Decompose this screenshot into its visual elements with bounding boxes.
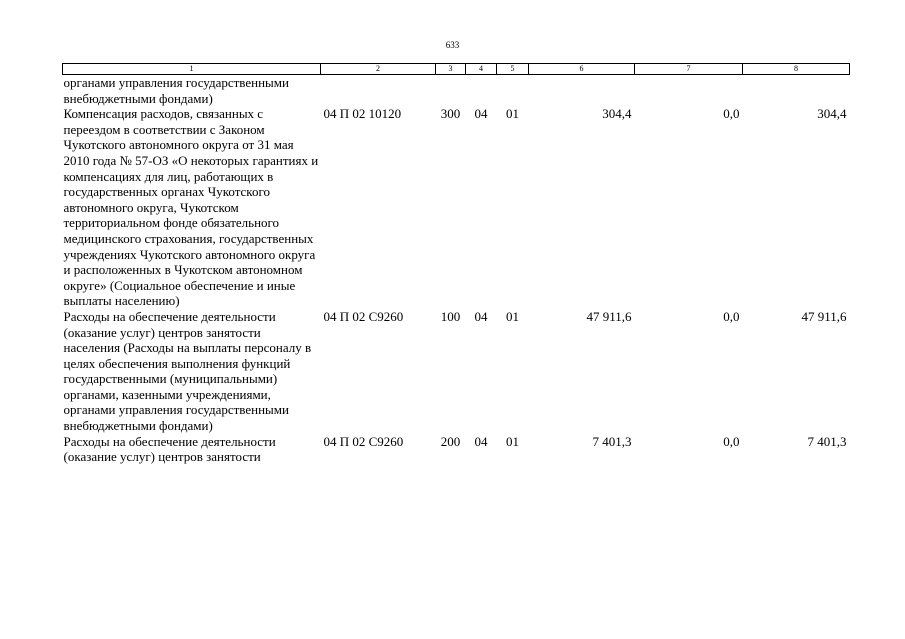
expense-name: Расходы на обеспечение деятельности (оказание услуг) центров занятости населения (Расходы на выплаты персоналу в целях обеспечения выполнения функций государственными (муниципальными) органами, казенными учреждениями, органами управления государственными внебюджетными фондами) xyxy=(63,308,312,434)
expense-name: Расходы на обеспечение деятельности (оказание услуг) центров занятости xyxy=(63,433,276,465)
expense-type-code: 100 xyxy=(440,308,461,324)
column-number: 3 xyxy=(436,64,466,75)
amount-col8: 7 401,3 xyxy=(807,433,847,449)
amount-col8: 304,4 xyxy=(817,106,847,122)
amount-col8 xyxy=(743,75,850,107)
expense-type-code: 200 xyxy=(440,433,461,449)
target-article-code: 04 П 02 С9260 xyxy=(323,308,404,324)
table-row xyxy=(63,309,850,434)
amount-col7 xyxy=(635,75,743,107)
section-code: 04 xyxy=(474,308,488,324)
target-article-code xyxy=(321,75,436,107)
column-number: 7 xyxy=(635,64,743,75)
amount-col6: 7 401,3 xyxy=(592,433,632,449)
table-row xyxy=(63,75,850,107)
subsection-code xyxy=(497,75,529,107)
table-row xyxy=(63,434,850,465)
column-number: 8 xyxy=(743,64,850,75)
amount-col7: 0,0 xyxy=(723,106,740,122)
amount-col7: 0,0 xyxy=(723,308,740,324)
column-number: 4 xyxy=(466,64,497,75)
expense-name: Компенсация расходов, связанных с переездом в соответствии с Законом Чукотского автономного округа от 31 мая 2010 года № 57-ОЗ «О некоторых гарантиях и компенсациях для лиц, работающих в государственных органах Чукотского автономного округа, Чукотском территориальном фонде обязательного медицинского страхования, государственных учреждениях Чукотского автономного округа и расположенных в Чукотском автономном округе» (Социальное обеспечение и иные выплаты населению) xyxy=(63,106,319,309)
expense-type-code xyxy=(436,75,466,107)
budget-table xyxy=(62,63,850,465)
target-article-code: 04 П 02 С9260 xyxy=(323,433,404,449)
section-code: 04 xyxy=(474,106,488,122)
column-number: 1 xyxy=(63,64,321,75)
amount-col7: 0,0 xyxy=(723,433,740,449)
amount-col6: 304,4 xyxy=(602,106,632,122)
table-row xyxy=(63,106,850,309)
page-number: 633 xyxy=(445,40,460,50)
amount-col6: 47 911,6 xyxy=(586,308,632,324)
expense-name: органами управления государственными внебюджетными фондами) xyxy=(63,75,289,106)
column-number: 6 xyxy=(529,64,635,75)
column-number: 2 xyxy=(321,64,436,75)
column-number: 5 xyxy=(497,64,529,75)
amount-col8: 47 911,6 xyxy=(801,308,847,324)
amount-col6 xyxy=(529,75,635,107)
column-number-header xyxy=(63,64,850,75)
subsection-code: 01 xyxy=(506,433,519,449)
section-code: 04 xyxy=(474,433,488,449)
subsection-code: 01 xyxy=(506,308,519,324)
subsection-code: 01 xyxy=(506,106,519,122)
expense-type-code: 300 xyxy=(440,106,461,122)
target-article-code: 04 П 02 10120 xyxy=(323,106,402,122)
section-code xyxy=(466,75,497,107)
